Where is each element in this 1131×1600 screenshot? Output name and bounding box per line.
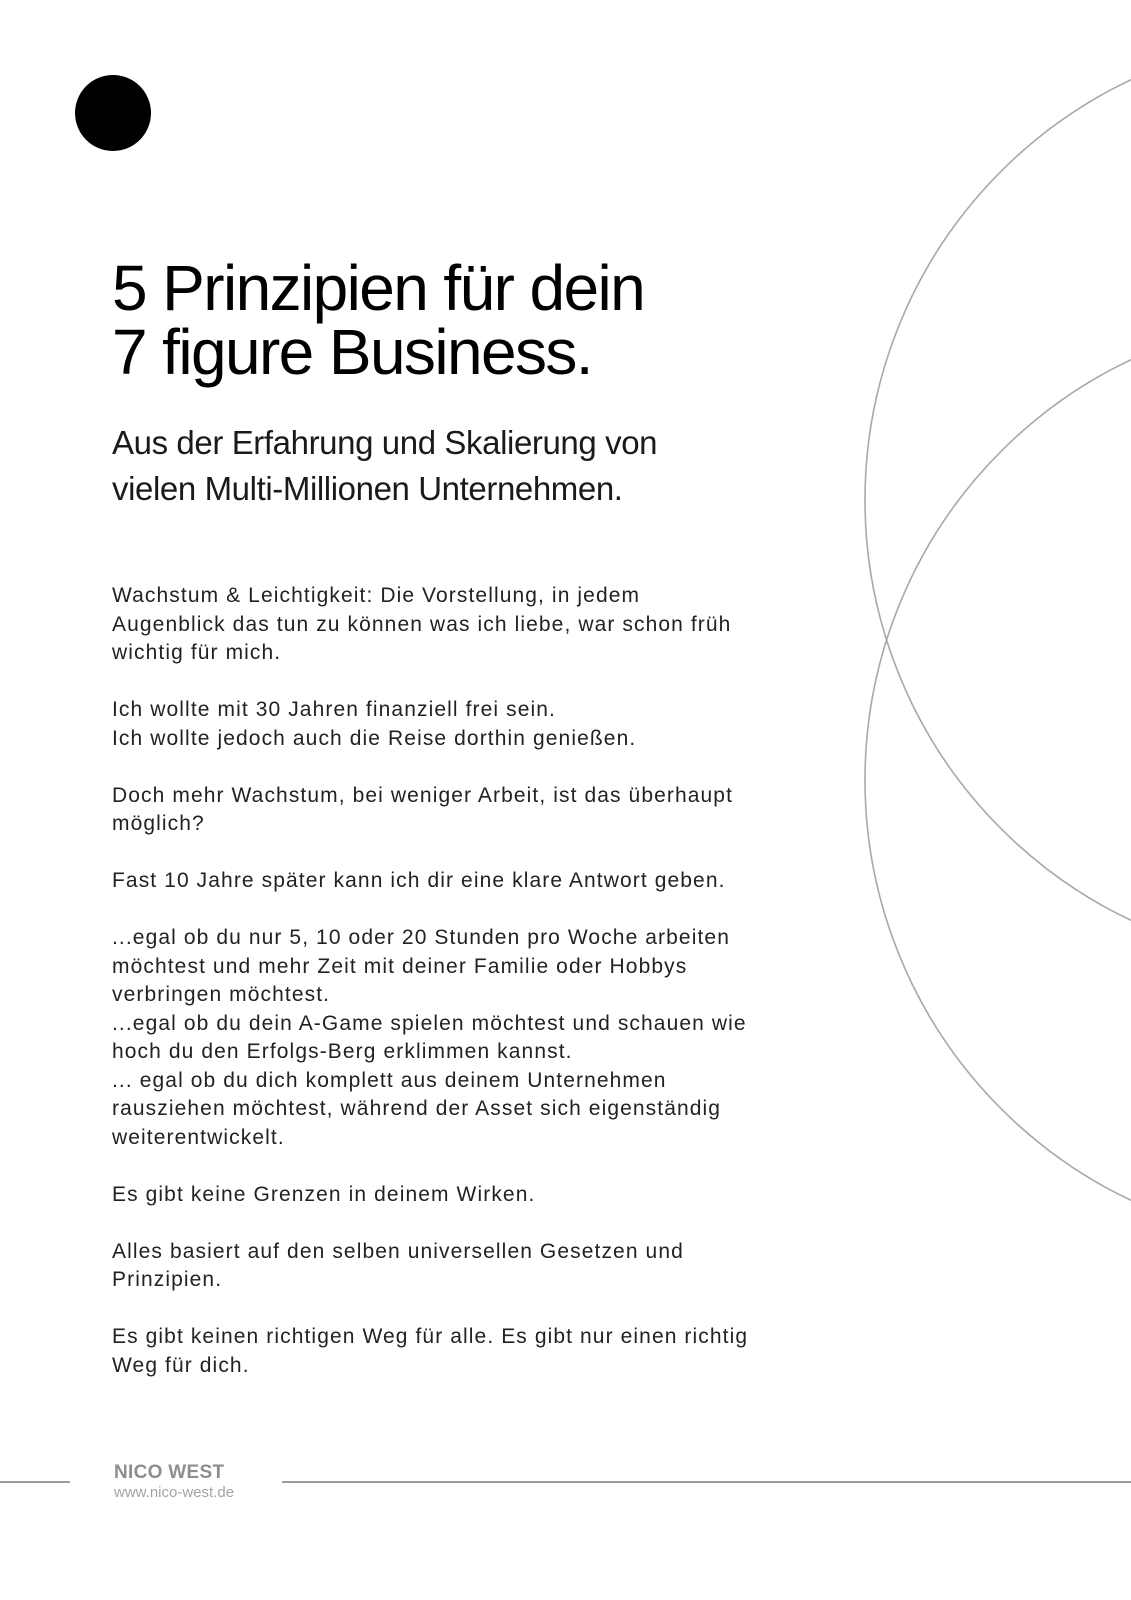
text-line: ... egal ob du dich komplett aus deinem Unternehmen [112, 1068, 667, 1092]
filled-circle-icon [75, 75, 151, 151]
text-line: Prinzipien. [112, 1268, 223, 1291]
paragraph [112, 1323, 832, 1380]
subtitle-line: vielen Multi-Millionen Unternehmen. [112, 470, 623, 507]
paragraph [112, 582, 832, 668]
title-line: 5 Prinzipien für dein [112, 252, 645, 324]
text-line: ...egal ob du dein A-Game spielen möchtest und schauen wie [112, 1011, 747, 1035]
paragraph [112, 1181, 832, 1210]
footer-divider-left [0, 1481, 70, 1483]
text-line: wichtig für mich. [112, 641, 282, 664]
text-line: ...egal ob du nur 5, 10 oder 20 Stunden pro Woche arbeiten [112, 926, 730, 949]
text-line: Es gibt keinen richtigen Weg für alle. Es gibt nur einen richtig [112, 1325, 749, 1348]
text-line: Es gibt keine Grenzen in deinem Wirken. [112, 1182, 536, 1206]
text-line: Doch mehr Wachstum, bei weniger Arbeit, ist das überhaupt [112, 783, 734, 807]
text-line: weiterentwickelt. [112, 1125, 285, 1149]
text-line: verbringen möchtest. [112, 983, 331, 1006]
title-line: 7 figure Business. [112, 316, 592, 388]
paragraph [112, 782, 832, 839]
page-subtitle [112, 420, 832, 512]
text-line: Alles basiert auf den selben universellen Gesetzen und [112, 1239, 684, 1263]
paragraph [112, 867, 832, 896]
subtitle-line: Aus der Erfahrung und Skalierung von [112, 424, 658, 461]
body-text [112, 582, 832, 1380]
text-line: Augenblick das tun zu können was ich liebe, war schon früh [112, 612, 732, 636]
paragraph [112, 696, 832, 753]
footer-brand-name: NICO WEST [114, 1462, 225, 1483]
paragraph [112, 1238, 832, 1295]
text-line: Ich wollte jedoch auch die Reise dorthin genießen. [112, 726, 637, 750]
text-line: möchtest und mehr Zeit mit deiner Familie oder Hobbys [112, 954, 688, 978]
text-line: hoch du den Erfolgs-Berg erklimmen kannst. [112, 1040, 573, 1063]
footer-website: www.nico-west.de [114, 1484, 235, 1501]
paragraph [112, 924, 832, 1152]
text-line: Fast 10 Jahre später kann ich dir eine klare Antwort geben. [112, 869, 726, 892]
text-line: möglich? [112, 812, 205, 835]
text-line: Wachstum & Leichtigkeit: Die Vorstellung, in jedem [112, 584, 641, 607]
text-line: rausziehen möchtest, während der Asset sich eigenständig [112, 1097, 722, 1120]
footer-divider-right [282, 1481, 1131, 1483]
text-line: Weg für dich. [112, 1353, 250, 1377]
page-title [112, 252, 832, 388]
text-line: Ich wollte mit 30 Jahren finanziell frei sein. [112, 698, 556, 721]
